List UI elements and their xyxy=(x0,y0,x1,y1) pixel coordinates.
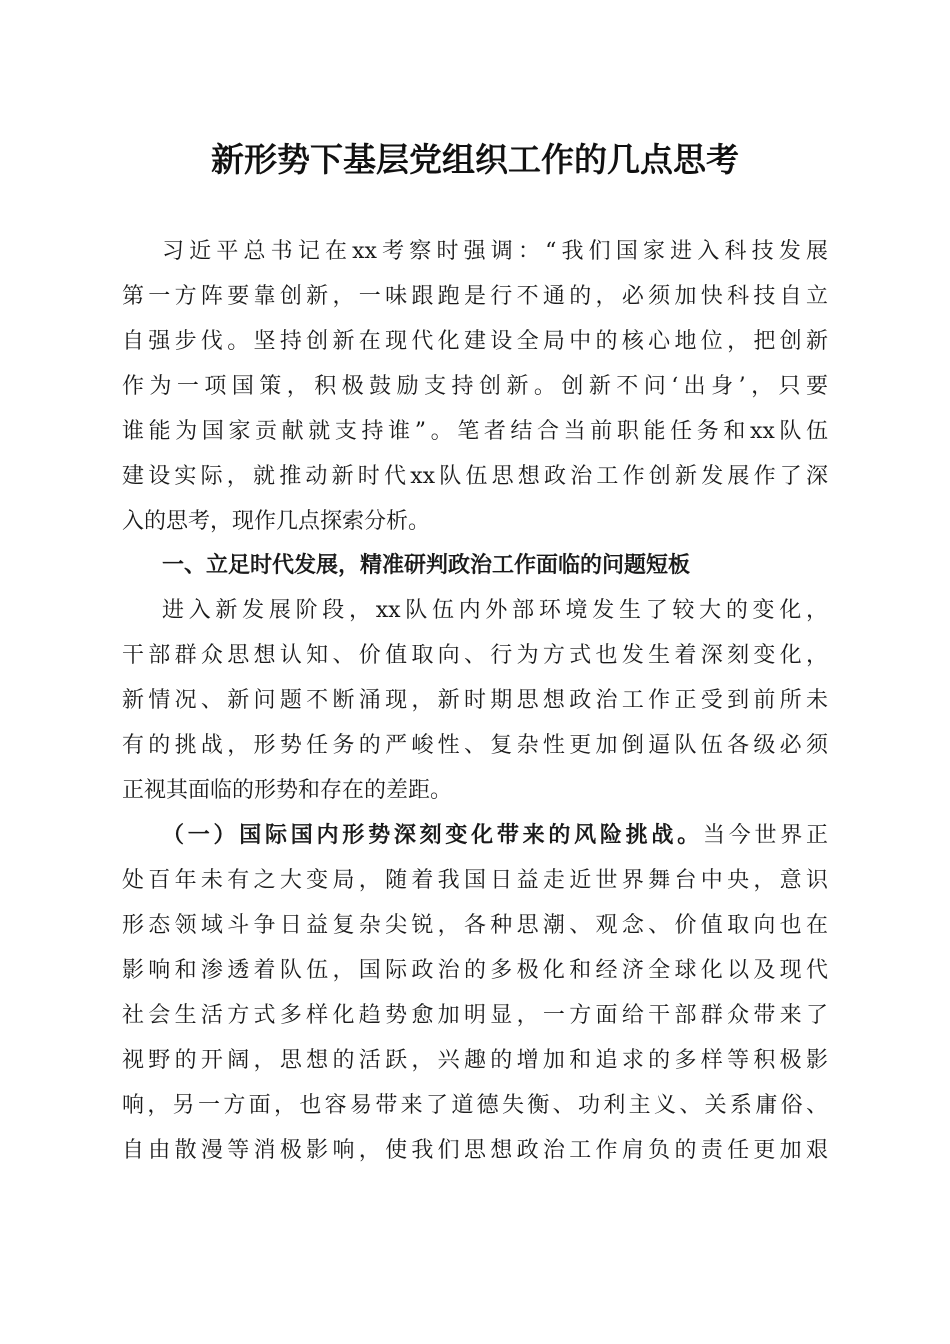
paragraph-line: 社会生活方式多样化趋势愈加明显，一方面给干部群众带来了 xyxy=(122,1003,828,1028)
paragraph-line: 入的思考，现作几点探索分析。 xyxy=(122,509,431,534)
paragraph-line xyxy=(162,818,828,854)
paragraph-line: 建设实际，就推动新时代xx队伍思想政治工作创新发展作了深 xyxy=(122,464,828,489)
paragraph-line: 视野的开阔，思想的活跃，兴趣的增加和追求的多样等积极影 xyxy=(122,1048,828,1073)
paragraph-line: 影响和渗透着队伍，国际政治的多极化和经济全球化以及现代 xyxy=(122,958,828,983)
paragraph-text: 当今世界正 xyxy=(702,823,828,848)
paragraph-line: 形态领域斗争日益复杂尖锐，各种思潮、观念、价值取向也在 xyxy=(122,913,828,938)
paragraph-line: 新情况、新问题不断涌现，新时期思想政治工作正受到前所未 xyxy=(122,688,828,713)
paragraph-line: 习近平总书记在xx考察时强调：“我们国家进入科技发展 xyxy=(162,239,828,264)
paragraph-line: 响，另一方面，也容易带来了道德失衡、功利主义、关系庸俗、 xyxy=(122,1093,828,1118)
paragraph-line: 处百年未有之大变局，随着我国日益走近世界舞台中央，意识 xyxy=(122,868,828,893)
subsection-lead: （一）国际国内形势深刻变化带来的风险挑战。 xyxy=(162,823,703,848)
document-title: 新形势下基层党组织工作的几点思考 xyxy=(211,140,739,179)
paragraph-line: 作为一项国策，积极鼓励支持创新。创新不问‘出身’，只要 xyxy=(122,374,828,399)
paragraph-line: 正视其面临的形势和存在的差距。 xyxy=(122,778,453,803)
paragraph-line: 干部群众思想认知、价值取向、行为方式也发生着深刻变化， xyxy=(122,643,828,668)
paragraph-line: 有的挑战，形势任务的严峻性、复杂性更加倒逼队伍各级必须 xyxy=(122,733,828,758)
paragraph-line: 第一方阵要靠创新，一味跟跑是行不通的，必须加快科技自立 xyxy=(122,284,828,309)
paragraph-line: 自由散漫等消极影响，使我们思想政治工作肩负的责任更加艰 xyxy=(122,1138,828,1163)
paragraph-line: 自强步伐。坚持创新在现代化建设全局中的核心地位，把创新 xyxy=(122,329,828,354)
paragraph-line: 谁能为国家贡献就支持谁”。笔者结合当前职能任务和xx队伍 xyxy=(122,419,828,444)
section-heading: 一、立足时代发展，精准研判政治工作面临的问题短板 xyxy=(162,553,691,578)
paragraph-line: 进入新发展阶段，xx队伍内外部环境发生了较大的变化， xyxy=(162,598,828,623)
